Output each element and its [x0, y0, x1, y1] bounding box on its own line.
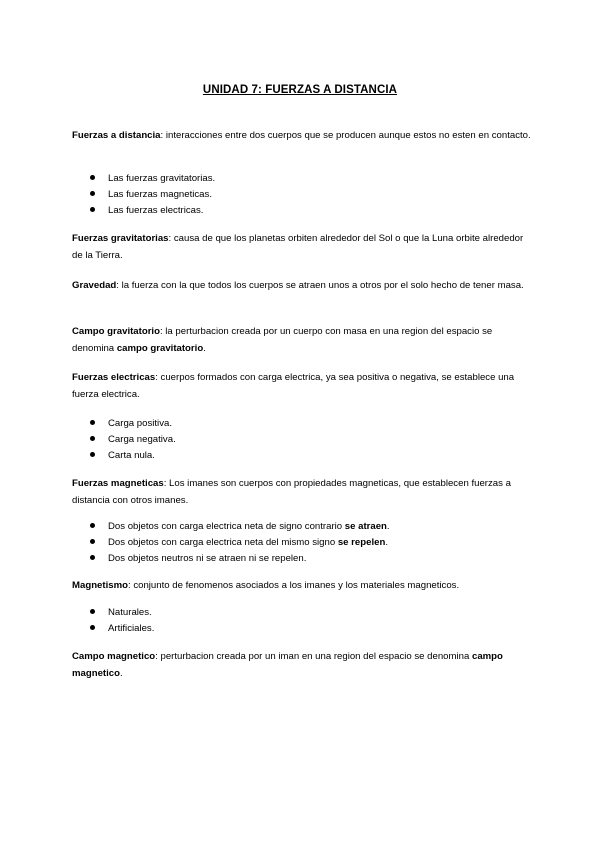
bullet-icon: [90, 539, 95, 544]
definition: : interacciones entre dos cuerpos que se producen aunque estos no esten en contacto.: [160, 130, 531, 141]
paragraph-fuerzas-a-distancia: [72, 128, 534, 145]
bullet-icon: [90, 175, 95, 180]
bullet-icon: [90, 436, 95, 441]
list-item: Las fuerzas electricas.: [90, 203, 203, 219]
term-emphasis: campo magnetico: [72, 651, 503, 679]
definition: : la perturbacion creada por un cuerpo con masa en una region del espacio se denomina: [72, 326, 493, 354]
bullet-icon: [90, 523, 95, 528]
list-item: Las fuerzas magneticas.: [90, 187, 212, 203]
bullet-icon: [90, 625, 95, 630]
term: Campo magnetico: [72, 651, 156, 662]
paragraph-campo-gravitatorio: Campo gravitatorio: la perturbacion creada por un cuerpo con masa en una region del espacio se denomina campo gravitatorio.: [72, 326, 493, 354]
definition: : la fuerza con la que todos los cuerpos se atraen unos a otros por el solo hecho de tener masa.: [116, 280, 524, 291]
term: Fuerzas electricas: [72, 372, 156, 383]
bullet-icon: [90, 420, 95, 425]
list-item: Carga positiva.: [90, 416, 172, 432]
paragraph-fuerzas-gravitatorias: [72, 231, 534, 264]
definition: : perturbacion creada por un iman en una region del espacio se denomina: [155, 651, 472, 662]
paragraph-campo-magnetico: Campo magnetico: perturbacion creada por un iman en una region del espacio se denomina campo magnetico.: [72, 651, 503, 679]
term: Campo gravitatorio: [72, 326, 160, 337]
list-item: Carta nula.: [90, 448, 155, 464]
bullet-icon: [90, 555, 95, 560]
term: Magnetismo: [72, 580, 128, 591]
list-item: Las fuerzas gravitatorias.: [90, 171, 215, 187]
definition: : Los imanes son cuerpos con propiedades magneticas, que establecen fuerzas a distancia con otros imanes.: [72, 478, 511, 506]
term-emphasis: campo gravitatorio: [116, 342, 204, 354]
list-item: Dos objetos con carga electrica neta del mismo signo se repelen.: [90, 535, 388, 551]
paragraph-fuerzas-magneticas: [72, 476, 534, 509]
term: Fuerzas a distancia: [72, 130, 161, 141]
bullet-icon: [90, 207, 95, 212]
bullet-icon: [90, 191, 95, 196]
term: Gravedad: [72, 280, 117, 291]
list-item: Dos objetos con carga electrica neta de signo contrario se atraen.: [90, 519, 390, 535]
definition: : causa de que los planetas orbiten alrededor del Sol o que la Luna orbite alrededor de la Tierra.: [72, 233, 524, 261]
paragraph-magnetismo: [72, 578, 534, 595]
list-item: Artificiales.: [90, 621, 154, 637]
paragraph-fuerzas-electricas: [72, 370, 534, 403]
term: Fuerzas gravitatorias: [72, 233, 169, 244]
definition: : conjunto de fenomenos asociados a los imanes y los materiales magneticos.: [127, 580, 460, 591]
paragraph-gravedad: [72, 278, 534, 295]
term: Fuerzas magneticas: [72, 478, 164, 489]
document-title: UNIDAD 7: FUERZAS A DISTANCIA: [202, 84, 398, 96]
definition: : cuerpos formados con carga electrica, ya sea positiva o negativa, se establece una fuerza electrica.: [72, 372, 515, 400]
list-item: Naturales.: [90, 605, 152, 621]
bullet-icon: [90, 609, 95, 614]
bullet-icon: [90, 452, 95, 457]
list-item: Dos objetos neutros ni se atraen ni se repelen.: [90, 551, 306, 567]
list-item: Carga negativa.: [90, 432, 176, 448]
